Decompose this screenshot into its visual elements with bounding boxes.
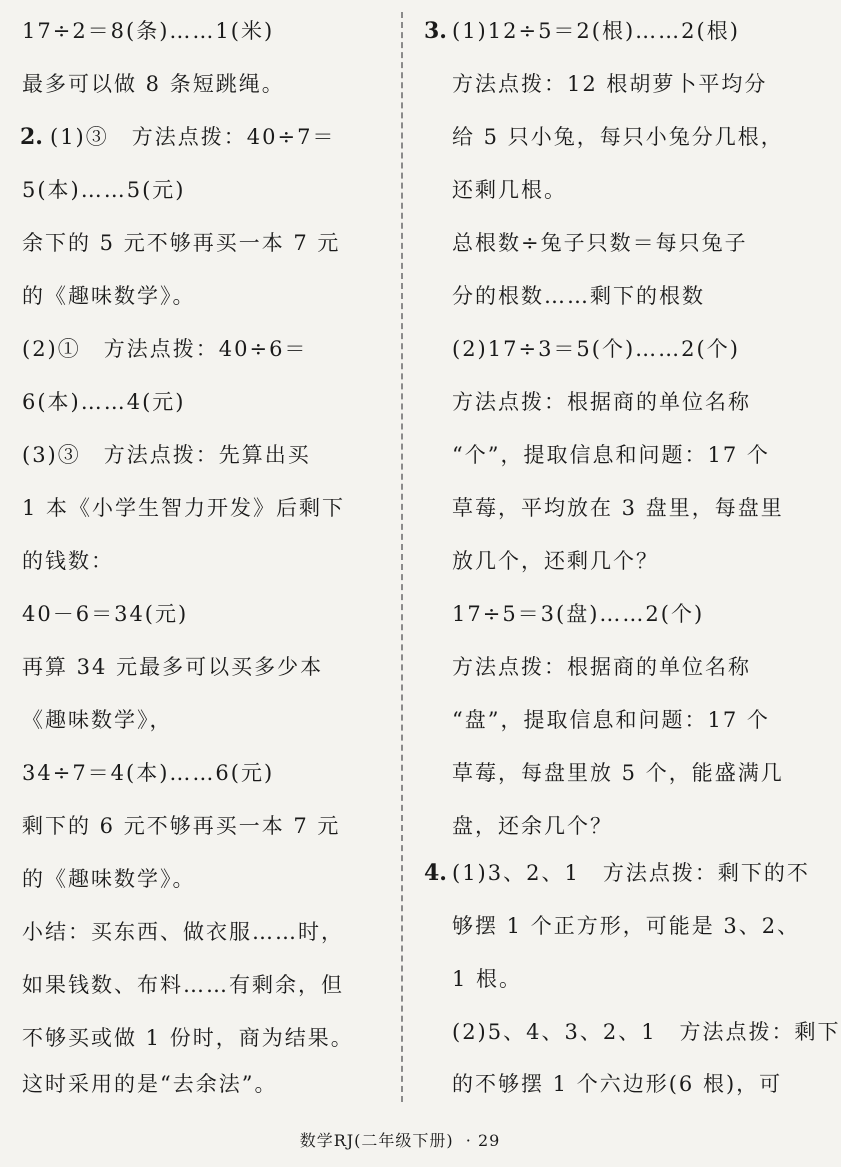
text-line: 的《趣味数学》。: [22, 867, 196, 891]
text-line: (2)5、4、3、2、1 方法点拨：剩下: [452, 1020, 841, 1044]
text-line: 方法点拨：根据商的单位名称: [452, 390, 751, 414]
question-number-3: 3.: [424, 18, 447, 44]
text-line: 1 根。: [452, 967, 523, 991]
text-line: 这时采用的是“去余法”。: [22, 1072, 278, 1096]
footer-separator: ·: [465, 1131, 472, 1150]
text-line: 方法点拨：12 根胡萝卜平均分: [452, 72, 768, 96]
text-line: 17÷5＝3(盘)……2(个): [452, 602, 705, 626]
text-line: 的钱数：: [22, 549, 114, 573]
text-line: (1)③ 方法点拨：40÷7＝: [50, 125, 336, 149]
text-line: 最多可以做 8 条短跳绳。: [22, 72, 285, 96]
text-line: (1)3、2、1 方法点拨：剩下的不: [452, 861, 810, 885]
text-line: (3)③ 方法点拨：先算出买: [22, 443, 311, 467]
text-line: 方法点拨：根据商的单位名称: [452, 655, 751, 679]
question-number-2: 2.: [20, 124, 43, 150]
text-line: 草莓，平均放在 3 盘里，每盘里: [452, 496, 784, 520]
text-line: “盘”，提取信息和问题：17 个: [452, 708, 770, 732]
text-line: 给 5 只小兔，每只小兔分几根，: [452, 125, 784, 149]
text-line: 40－6＝34(元): [22, 602, 189, 626]
text-line: 《趣味数学》，: [22, 708, 173, 732]
text-line: 34÷7＝4(本)……6(元): [22, 761, 275, 785]
text-line: 总根数÷兔子只数＝每只兔子: [452, 231, 748, 255]
text-line: 的《趣味数学》。: [22, 284, 196, 308]
column-divider: [401, 12, 403, 1102]
text-line: “个”，提取信息和问题：17 个: [452, 443, 770, 467]
text-line: 的不够摆 1 个六边形(6 根)，可: [452, 1072, 783, 1096]
text-line: 够摆 1 个正方形，可能是 3、2、: [452, 914, 801, 938]
text-line: 5(本)……5(元): [22, 178, 186, 202]
text-line: 17÷2＝8(条)……1(米): [22, 19, 275, 43]
text-line: 如果钱数、布料……有剩余，但: [22, 973, 344, 997]
question-number-4: 4.: [424, 860, 447, 886]
page-number: 29: [477, 1131, 501, 1150]
text-line: 不够买或做 1 份时，商为结果。: [22, 1026, 354, 1050]
text-line: 还剩几根。: [452, 178, 567, 202]
text-line: 放几个，还剩几个？: [452, 549, 659, 573]
text-line: (2)17÷3＝5(个)……2(个): [452, 337, 740, 361]
page-footer: [0, 1128, 800, 1151]
text-line: (1)12÷5＝2(根)……2(根): [452, 19, 740, 43]
text-line: (2)① 方法点拨：40÷6＝: [22, 337, 308, 361]
text-line: 小结：买东西、做衣服……时，: [22, 920, 344, 944]
footer-book-title: 数学RJ(二年级下册): [299, 1131, 454, 1150]
text-line: 余下的 5 元不够再买一本 7 元: [22, 231, 341, 255]
text-line: 6(本)……4(元): [22, 390, 186, 414]
text-line: 1 本《小学生智力开发》后剩下: [22, 496, 346, 520]
text-line: 盘，还余几个？: [452, 814, 613, 838]
text-line: 草莓，每盘里放 5 个，能盛满几: [452, 761, 784, 785]
text-line: 再算 34 元最多可以买多少本: [22, 655, 324, 679]
text-line: 分的根数……剩下的根数: [452, 284, 705, 308]
text-line: 剩下的 6 元不够再买一本 7 元: [22, 814, 341, 838]
